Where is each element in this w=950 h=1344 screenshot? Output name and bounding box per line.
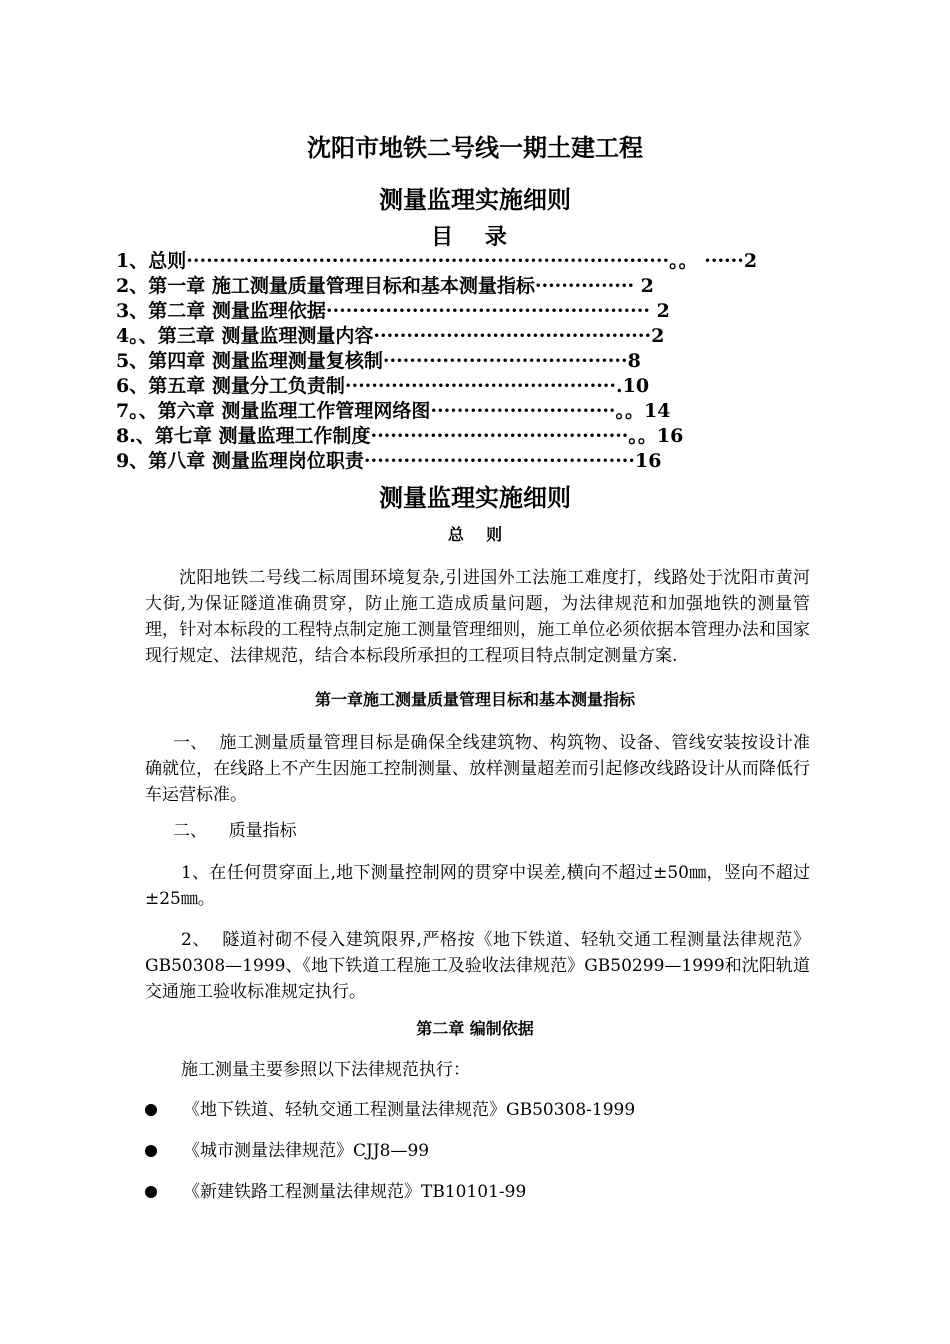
toc-heading: 目 录 bbox=[431, 224, 519, 250]
toc-entry: 8.、第七章 测量监理工作制度·······································。。16 bbox=[116, 425, 684, 447]
toc-entry: 1、总则·········································································。。 ······2 bbox=[116, 250, 758, 272]
chapter2-heading: 第二章 编制依据 bbox=[416, 1019, 534, 1038]
toc-entry: 6、第五章 测量分工负责制·········································.10 bbox=[116, 375, 650, 397]
bullet-icon bbox=[145, 1104, 157, 1116]
general-heading: 总 则 bbox=[447, 525, 503, 544]
table-of-contents bbox=[116, 249, 796, 474]
bullet-icon bbox=[145, 1186, 157, 1198]
list-item-text: 《地下铁道、轻轨交通工程测量法律规范》GB50308-1999 bbox=[183, 1100, 636, 1120]
chapter2-intro: 施工测量主要参照以下法律规范执行： bbox=[181, 1060, 470, 1080]
chapter1-paragraph-1: 一、 施工测量质量管理目标是确保全线建筑物、构筑物、设备、管线安装按设计准确就位，在线路上不产生因施工控制测量、放样测量超差而引起修改线路设计从而降低行车运营标准。 bbox=[145, 733, 810, 805]
chapter1-paragraph-4: 2、 隧道衬砌不侵入建筑限界,严格按《地下铁道、轻轨交通工程测量法律规范》GB50308—1999、《地下铁道工程施工及验收法律规范》GB50299—1999和沈阳轨道交通施工验收标准规定执行。 bbox=[145, 930, 810, 1002]
chapter1-paragraph-3: 1、在任何贯穿面上,地下测量控制网的贯穿中误差,横向不超过±50㎜，竖向不超过±25㎜。 bbox=[145, 863, 810, 909]
section-title: 测量监理实施细则 bbox=[379, 483, 571, 512]
list-item-text: 《城市测量法律规范》CJJ8—99 bbox=[183, 1141, 430, 1161]
toc-entry: 2、第一章 施工测量质量管理目标和基本测量指标··············· 2 bbox=[116, 275, 654, 297]
toc-entry: 4。、第三章 测量监理测量内容··········································2 bbox=[116, 325, 665, 347]
chapter1-paragraph-2: 二、 质量指标 bbox=[173, 821, 297, 841]
toc-entry: 3、第二章 测量监理依据················································· 2 bbox=[116, 300, 670, 322]
general-paragraph: 沈阳地铁二号线二标周围环境复杂,引进国外工法施工难度打，线路处于沈阳市黄河大街,为保证隧道准确贯穿，防止施工造成质量问题，为法律规范和加强地铁的测量管理，针对本标段的工程特点制定施工测量管理细则，施工单位必须依据本管理办法和国家现行规定、法律规范，结合本标段所承担的工程项目特点制定测量方案. bbox=[145, 568, 810, 666]
chapter1-heading: 第一章施工测量质量管理目标和基本测量指标 bbox=[314, 690, 635, 709]
document-subtitle: 测量监理实施细则 bbox=[379, 185, 571, 214]
list-item-text: 《新建铁路工程测量法律规范》TB10101-99 bbox=[183, 1182, 527, 1202]
document-title: 沈阳市地铁二号线一期土建工程 bbox=[307, 133, 643, 162]
toc-entry: 9、第八章 测量监理岗位职责·········································16 bbox=[116, 450, 662, 472]
toc-entry: 7。、第六章 测量监理工作管理网络图····························。。14 bbox=[116, 400, 671, 422]
toc-entry: 5、第四章 测量监理测量复核制·····································8 bbox=[116, 350, 641, 372]
bullet-icon bbox=[145, 1145, 157, 1157]
